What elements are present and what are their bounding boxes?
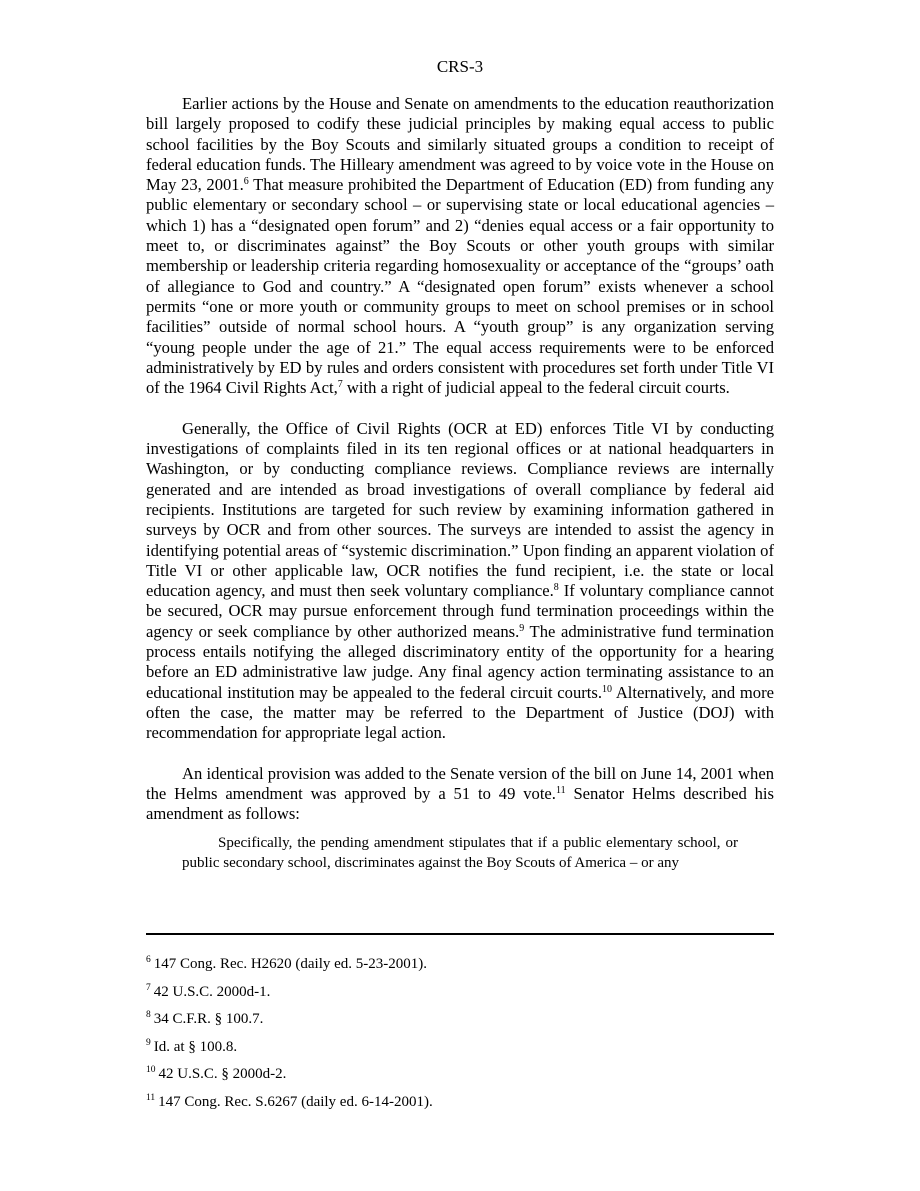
paragraph-text: An identical provision was added to the Senate version of the bill on June 14, 2001 when the Helms amendment was approved by a 51 to 49 vote.: [146, 763, 774, 804]
footnote-ref[interactable]: 11: [555, 785, 566, 797]
footnote-ref[interactable]: 7: [337, 379, 343, 391]
footnote-text: 147 Cong. Rec. S.6267 (daily ed. 6-14-2001).: [158, 1093, 433, 1110]
paragraph-text: Senator Helms described his amendment as follows:: [146, 784, 774, 824]
paragraph-text: The administrative fund termination process entails notifying the alleged discriminatory entity of the opportunity for a hearing before an ED administrative law judge. Any final agency action terminating assistance to an educational institution may be appealed to the federal circuit courts.: [146, 621, 774, 702]
paragraph-text: with a right of judicial appeal to the federal circuit courts.: [342, 378, 730, 398]
footnote: [146, 954, 774, 974]
footnote-text: 34 C.F.R. § 100.7.: [153, 1011, 264, 1028]
footnote-ref[interactable]: 6: [243, 176, 249, 188]
footnote: [146, 1037, 774, 1057]
footnote-text: 147 Cong. Rec. H2620 (daily ed. 5-23-2001).: [153, 956, 428, 972]
footnote: [146, 1064, 774, 1084]
footnote-number: 11: [146, 1092, 156, 1103]
footnote-ref[interactable]: 10: [602, 683, 612, 695]
paragraph-text: Generally, the Office of Civil Rights (OCR at ED) enforces Title VI by conducting investigations of complaints filed in its ten regional offices or at national headquarters in Washington, or by conducting compliance reviews. Compliance reviews are internally generated and are intended as broad investigations of overall compliance by federal aid recipients. Institutions are targeted for such review by examining information gathered in surveys by OCR and from other sources. The surveys are intended to assist the agency in identifying potential areas of “systemic discrimination.” Upon finding an apparent violation of Title VI or other applicable law, OCR notifies the fund recipient, i.e. the state or local education agency, and must then seek voluntary compliance.: [146, 418, 774, 601]
footnote-divider: [146, 933, 774, 935]
footnote-number: 9: [146, 1037, 151, 1048]
paragraph-text: Earlier actions by the House and Senate on amendments to the education reauthorization bill largely proposed to codify these judicial principles by making equal access to public school facilities by the Boy Scouts and similarly situated groups a condition to receipt of federal education funds. The Hilleary amendment was agreed to by voice vote in the House on May 23, 2001.: [146, 94, 774, 195]
footnote: [146, 982, 774, 1002]
paragraph-hilleary-amendment: [146, 94, 774, 398]
footnote-number: 6: [146, 955, 151, 965]
footnote-number: 7: [146, 982, 151, 993]
footnote-ref[interactable]: 9: [519, 622, 525, 634]
footnote: [146, 1092, 774, 1112]
body-text: [146, 94, 774, 873]
footnote: [146, 1009, 774, 1029]
footnote-ref[interactable]: 8: [553, 582, 559, 594]
block-quote: Specifically, the pending amendment stipulates that if a public elementary school, or public secondary school, discriminates against the Boy Scouts of America – or any: [182, 834, 738, 871]
footnote-text: Id. at § 100.8.: [153, 1038, 238, 1055]
paragraph-text: Alternatively, and more often the case, the matter may be referred to the Department of Justice (DOJ) with recommendation for appropriate legal action.: [146, 682, 774, 743]
paragraph-ocr-enforcement: [146, 419, 774, 744]
footnotes: [146, 954, 774, 1120]
paragraph-helms-amendment: [146, 764, 774, 825]
paragraph-text: That measure prohibited the Department of Education (ED) from funding any public elementary or secondary school – or supervising state or local educational agencies – which 1) has a “designated open forum” and 2) “denies equal access or a fair opportunity to meet to, or discriminates against” the Boy Scouts or other youth groups with similar membership or leadership criteria regarding homosexuality or acceptance of the “groups’ oath of allegiance to God and country.” A “designated open forum” exists whenever a school permits “one or more youth or community groups to meet on school premises or in school facilities” outside of normal school hours. A “youth group” is any organization serving “young people under the age of 21.” The equal access requirements were to be enforced administratively by ED by rules and orders consistent with procedures set forth under Title VI of the 1964 Civil Rights Act,: [146, 175, 774, 398]
page-header: CRS-3: [436, 57, 484, 76]
footnote-text: 42 U.S.C. 2000d-1.: [153, 983, 271, 1000]
paragraph-text: If voluntary compliance cannot be secured, OCR may pursue enforcement through fund termination proceedings within the agency or seek compliance by other authorized means.: [146, 581, 774, 641]
footnote-number: 8: [146, 1010, 151, 1021]
footnote-number: 10: [146, 1065, 156, 1076]
footnote-text: 42 U.S.C. § 2000d-2.: [158, 1066, 287, 1083]
